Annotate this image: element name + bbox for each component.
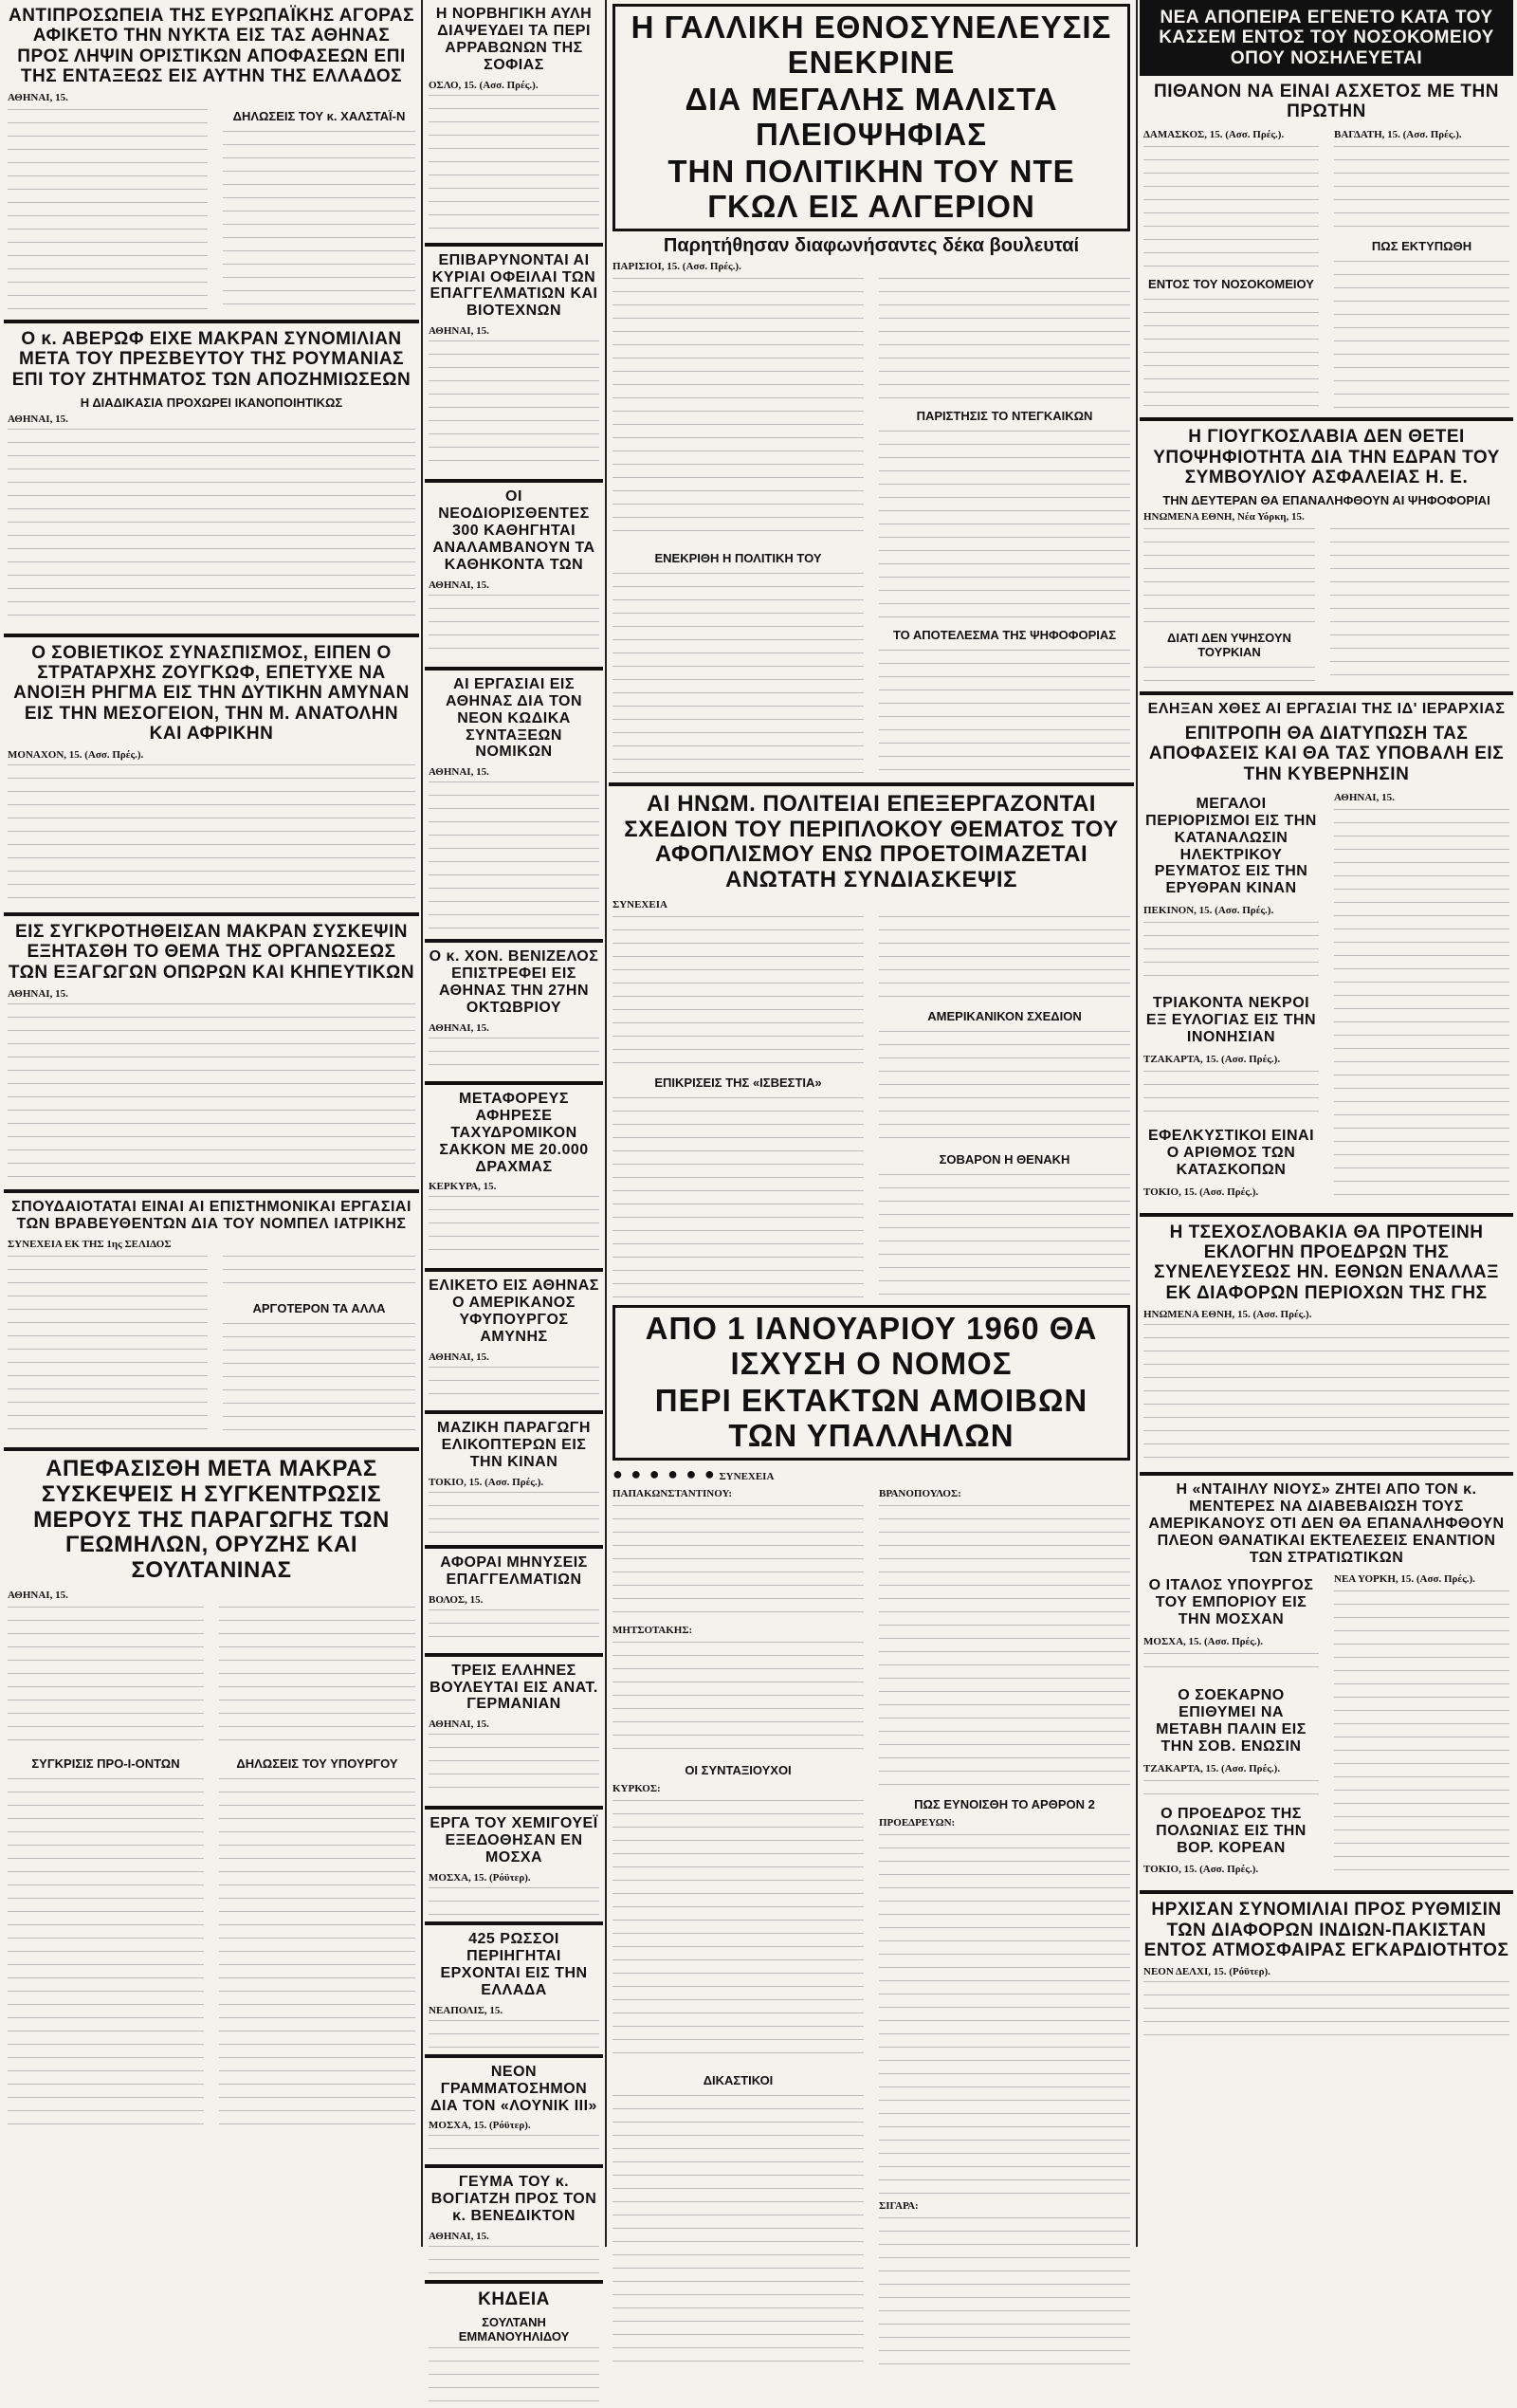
dateline: ΑΘΗΝΑΙ, 15. <box>429 325 489 338</box>
article-text <box>609 274 1134 777</box>
headline-norway-court: Η ΝΟΡΒΗΓΙΚΗ ΑΥΛΗ ΔΙΑΨΕΥΔΕΙ ΤΑ ΠΕΡΙ ΑΡΡΑΒΩΝΩΝ ΤΗΣ ΣΟΦΙΑΣ <box>435 6 593 73</box>
headline-sukarno: Ο ΣΟΕΚΑΡΝΟ ΕΠΙΘΥΜΕΙ ΝΑ ΜΕΤΑΒΗ ΠΑΛΙΝ ΕΙΣ ΤΗΝ ΣΟΒ. ΕΝΩΣΙΝ <box>1156 1686 1307 1755</box>
subheading: ΤΟ ΑΠΟΤΕΛΕΣΜΑ ΤΗΣ ΨΗΦΟΦΟΡΙΑΣ <box>892 627 1117 642</box>
subheading: ΠΩΣ ΕΥΝΟΙΣΘΗ ΤΟ ΑΡΘΡΟΝ 2 <box>914 1797 1095 1812</box>
headline-spies: ΕΦΕΛΚΥΣΤΙΚΟΙ ΕΙΝΑΙ Ο ΑΡΙΘΜΟΣ ΤΩΝ ΚΑΤΑΣΚΟΠΩΝ <box>1147 1128 1315 1178</box>
dateline: ΑΘΗΝΑΙ, 15. <box>8 92 68 104</box>
dateline: ΒΟΛΟΣ, 15. <box>429 1593 484 1606</box>
article-text <box>8 1003 415 1184</box>
dateline: ΔΑΜΑΣΚΟΣ, 15. (Ασσ. Πρές.). <box>1143 129 1285 141</box>
lead-headline-line-3: ΤΗΝ ΠΟΛΙΤΙΚΗΝ ΤΟΥ ΝΤΕ ΓΚΩΛ ΕΙΣ ΑΛΓΕΡΙΟΝ <box>667 153 1075 224</box>
dateline: ΗΝΩΜΕΝΑ ΕΘΝΗ, Νέα Υόρκη, 15. <box>1143 511 1305 524</box>
subheading: ΑΜΕΡΙΚΑΝΙΚΟΝ ΣΧΕΔΙΟΝ <box>927 1009 1082 1024</box>
dateline: ΤΟΚΙΟ, 15. (Ασσ. Πρές.). <box>1143 1186 1259 1198</box>
subheading: ΔΙΑΤΙ ΔΕΝ ΥΨΗΣΟΥΝ ΤΟΥΡΚΙΑΝ <box>1167 631 1291 660</box>
column-2 <box>425 0 603 2408</box>
headline-mps-germany: ΤΡΕΙΣ ΕΛΛΗΝΕΣ ΒΟΥΛΕΥΤΑΙ ΕΙΣ ΑΝΑΤ. ΓΕΡΜΑΝΙΑΝ <box>430 1662 598 1713</box>
lead-headline-box <box>612 4 1130 231</box>
headline-smallpox: ΤΡΙΑΚΟΝΤΑ ΝΕΚΡΟΙ ΕΞ ΕΥΛΟΓΙΑΣ ΕΙΣ ΤΗΝ ΙΝΟΝΗΣΙΑΝ <box>1145 995 1317 1045</box>
subheading: ΣΥΓΚΡΙΣΙΣ ΠΡΟ-Ι-ΟΝΤΩΝ <box>31 1756 180 1772</box>
subheading: ΠΑΡΙΣΤΗΣΙΣ ΤΟ ΝΤΕΓΚΑΙΚΩΝ <box>916 408 1093 423</box>
dateline: ΝΕΑΠΟΛΙΣ, 15. <box>429 2004 503 2016</box>
column-rule <box>421 0 423 2247</box>
subheading: ΔΙΚΑΣΤΙΚΟΙ <box>703 2073 774 2088</box>
headline-russian-tourists: 425 ΡΩΣΣΟΙ ΠΕΡΙΗΓΗΤΑΙ ΕΡΧΟΝΤΑΙ ΕΙΣ ΤΗΝ ΕΛΛΑΔΑ <box>440 1931 588 1998</box>
speaker: ΠΡΟΕΔΡΕΥΩΝ: <box>879 1817 956 1829</box>
subheading: ΠΩΣ ΕΚΤΥΠΩΘΗ <box>1371 239 1472 254</box>
dateline: ΤΖΑΚΑΡΤΑ, 15. (Ασσ. Πρές.). <box>1143 1762 1281 1774</box>
headline-nobel: ΣΠΟΥΔΑΙΟΤΑΤΑΙ ΕΙΝΑΙ ΑΙ ΕΠΙΣΤΗΜΟΝΙΚΑΙ ΕΡΓΑΣΙΑΙ ΤΩΝ ΒΡΑΒΕΥΘΕΝΤΩΝ ΔΙΑ ΤΟΥ ΝΟΜΠΕΛ ΙΑΤΡΙΚΗΣ <box>11 1198 411 1232</box>
headline-dinner: ΓΕΥΜΑ ΤΟΥ κ. ΒΟΓΙΑΤΖΗ ΠΡΟΣ ΤΟΝ κ. ΒΕΝΕΔΙΚΤΟΝ <box>430 2174 597 2225</box>
lead-subheading: Παρητήθησαν διαφωνήσαντες δέκα βουλευταί <box>663 234 1080 256</box>
headline-italian-minister: Ο ΙΤΑΛΟΣ ΥΠΟΥΡΓΟΣ ΤΟΥ ΕΜΠΟΡΙΟΥ ΕΙΣ ΤΗΝ ΜΟΣΧΑΝ <box>1148 1577 1314 1628</box>
headline-debts: ΕΠΙΒΑΡΥΝΟΝΤΑΙ ΑΙ ΚΥΡΙΑΙ ΟΦΕΙΛΑΙ ΤΩΝ ΕΠΑΓΓΕΛΜΑΤΙΩΝ ΚΑΙ ΒΙΟΤΕΧΝΩΝ <box>430 251 598 320</box>
main-column <box>609 0 1134 2373</box>
dateline: ΒΑΓΔΑΤΗ, 15. (Ασσ. Πρές.). <box>1334 129 1462 141</box>
article-text <box>1140 127 1513 412</box>
headline-potatoes-rice: ΑΠΕΦΑΣΙΣΘΗ ΜΕΤΑ ΜΑΚΡΑΣ ΣΥΣΚΕΨΕΙΣ Η ΣΥΓΚΕΝΤΡΩΣΙΣ ΜΕΡΟΥΣ ΤΗΣ ΠΑΡΑΓΩΓΗΣ ΤΩΝ ΓΕΩΜΗΛΩΝ, ΟΡΥΖΗΣ ΚΑΙ ΣΟΥΛΤΑΝΙΝΑΣ <box>33 1455 390 1584</box>
speaker: ΒΡΑΝΟΠΟΥΛΟΣ: <box>879 1488 961 1500</box>
dateline: ΜΟΣΧΑ, 15. (Ασσ. Πρές.). <box>1143 1636 1264 1648</box>
speaker: ΣΙΓΑΡΑ: <box>879 2200 919 2213</box>
subheading: ΔΗΛΩΣΕΙΣ ΤΟΥ ΥΠΟΥΡΓΟΥ <box>236 1756 398 1772</box>
dateline: ΑΘΗΝΑΙ, 15. <box>8 1590 68 1602</box>
column-rule <box>605 0 607 2247</box>
dateline: ΑΘΗΝΑΙ, 15. <box>429 1351 489 1364</box>
headline-teachers: ΟΙ ΝΕΟΔΙΟΡΙΣΘΕΝΤΕΣ 300 ΚΑΘΗΓΗΤΑΙ ΑΝΑΛΑΜΒΑΝΟΥΝ ΤΑ ΚΑΘΗΚΟΝΤΑ ΤΩΝ <box>432 488 595 573</box>
law-headline-line-1: ΑΠΟ 1 ΙΑΝΟΥΑΡΙΟΥ 1960 ΘΑ ΙΣΧΥΣΗ Ο ΝΟΜΟΣ <box>645 1311 1098 1382</box>
article-text <box>609 912 1134 1301</box>
dateline: ΑΘΗΝΑΙ, 15. <box>429 1021 489 1034</box>
headline-eec-delegation: ΑΝΤΙΠΡΟΣΩΠΕΙΑ ΤΗΣ ΕΥΡΩΠΑΪΚΗΣ ΑΓΟΡΑΣ ΑΦΙΚΕΤΟ ΤΗΝ ΝΥΚΤΑ ΕΙΣ ΤΑΣ ΑΘΗΝΑΣ ΠΡΟΣ ΛΗΨΙΝ ΟΡΙΣΤΙΚΩΝ ΑΠΟΦΑΣΕΩΝ ΕΠΙ ΤΗΣ ΕΝΤΑΞΕΩΣ ΕΙΣ ΑΥΤΗΝ ΤΗΣ ΕΛΛΑΔΟΣ <box>8 6 414 86</box>
headline-venizelos: Ο κ. ΧΟΝ. ΒΕΝΙΖΕΛΟΣ ΕΠΙΣΤΡΕΦΕΙ ΕΙΣ ΑΘΗΝΑΣ ΤΗΝ 27ΗΝ ΟΚΤΩΒΡΙΟΥ <box>429 948 599 1017</box>
subheading: ΤΗΝ ΔΕΥΤΕΡΑΝ ΘΑ ΕΠΑΝΑΛΗΦΘΟΥΝ ΑΙ ΨΗΦΟΦΟΡΙΑΙ <box>1162 493 1490 508</box>
headline-lawyers-code: ΑΙ ΕΡΓΑΣΙΑΙ ΕΙΣ ΑΘΗΝΑΣ ΔΙΑ ΤΟΝ ΝΕΟΝ ΚΩΔΙΚΑ ΣΥΝΤΑΞΕΩΝ ΝΟΜΙΚΩΝ <box>445 675 583 761</box>
article-text <box>4 1252 419 1442</box>
headline-disarmament: ΑΙ ΗΝΩΜ. ΠΟΛΙΤΕΙΑΙ ΕΠΕΞΕΡΓΑΖΟΝΤΑΙ ΣΧΕΔΙΟΝ ΤΟΥ ΠΕΡΙΠΛΟΚΟΥ ΘΕΜΑΤΟΣ ΤΟΥ ΑΦΟΠΛΙΣΜΟΥ ΕΝΩ ΠΡΟΕΤΟΙΜΑΖΕΤΑΙ ΑΝΩΤΑΤΗ ΣΥΝΔΙΑΣΚΕΨΙΣ <box>624 790 1119 893</box>
law-headline-box <box>612 1305 1130 1461</box>
headline-kassem-sub: ΠΙΘΑΝΟΝ ΝΑ ΕΙΝΑΙ ΑΣΧΕΤΟΣ ΜΕ ΤΗΝ ΠΡΩΤΗΝ <box>1154 81 1499 122</box>
dateline: ΤΟΚΙΟ, 15. (Ασσ. Πρές.). <box>1143 1864 1259 1876</box>
article-text <box>8 429 415 628</box>
headline-india-pakistan: ΗΡΧΙΣΑΝ ΣΥΝΟΜΙΛΙΑΙ ΠΡΟΣ ΡΥΘΜΙΣΙΝ ΤΩΝ ΔΙΑΦΟΡΩΝ ΙΝΔΙΩΝ-ΠΑΚΙΣΤΑΝ ΕΝΤΟΣ ΑΤΜΟΣΦΑΙΡΑΣ ΕΓΚΑΡΔΙΟΤΗΤΟΣ <box>1143 1900 1509 1960</box>
article-text <box>1140 790 1513 1207</box>
kassem-headline-box <box>1140 0 1513 76</box>
article-text <box>8 764 415 907</box>
subheading: ΑΡΓΟΤΕΡΟΝ ΤΑ ΑΛΛΑ <box>252 1300 386 1315</box>
dateline: ΚΕΡΚΥΡΑ, 15. <box>429 1181 497 1193</box>
subheading: Η ΔΙΑΔΙΚΑΣΙΑ ΠΡΟΧΩΡΕΙ ΙΚΑΝΟΠΟΙΗΤΙΚΩΣ <box>80 395 343 410</box>
dateline: ΤΟΚΙΟ, 15. (Ασσ. Πρές.). <box>429 1476 544 1488</box>
headline-electricity: ΜΕΓΑΛΟΙ ΠΕΡΙΟΡΙΣΜΟΙ ΕΙΣ ΤΗΝ ΚΑΤΑΝΑΛΩΣΙΝ ΗΛΕΚΤΡΙΚΟΥ ΡΕΥΜΑΤΟΣ ΕΙΣ ΤΗΝ ΕΡΥΘΡΑΝ ΚΙΝΑΝ <box>1145 795 1317 897</box>
headline-daily-news: Η «ΝΤΑΙΗΛΥ ΝΙΟΥΣ» ΖΗΤΕΙ ΑΠΟ ΤΟΝ κ. ΜΕΝΤΕΡΕΣ ΝΑ ΔΙΑΒΕΒΑΙΩΣΗ ΤΟΥΣ ΑΜΕΡΙΚΑΝΟΥΣ ΟΤΙ ΔΕΝ ΘΑ ΕΠΑΝΑΛΗΦΘΟΥΝ ΠΛΕΟΝ ΘΑΝΑΤΙΚΑΙ ΕΚΤΕΛΕΣΕΙΣ ΕΝΑΝΤΙΟΝ ΤΩΝ ΣΤΡΑΤΙΩΤΙΚΩΝ <box>1148 1480 1505 1566</box>
subheading: ΕΝΤΟΣ ΤΟΥ ΝΟΣΟΚΟΜΕΙΟΥ <box>1148 277 1314 292</box>
article-text <box>1140 524 1513 686</box>
subheading: ΕΠΙΚΡΙΣΕΙΣ ΤΗΣ «ΙΣΒΕΣΤΙΑ» <box>654 1075 822 1091</box>
article-text <box>4 1603 419 2134</box>
dateline: ΠΑΡΙΣΙΟΙ, 15. (Ασσ. Πρές.). <box>612 260 741 272</box>
dateline: ΜΟΣΧΑ, 15. (Ρόϋτερ). <box>429 2120 531 2132</box>
dateline: ΑΘΗΝΑΙ, 15. <box>429 579 489 591</box>
article-text <box>1140 1572 1513 1884</box>
dateline: ΜΟΣΧΑ, 15. (Ρόϋτερ). <box>429 1872 531 1884</box>
funeral-name: ΣΟΥΛΤΑΝΗ ΕΜΜΑΝΟΥΗΛΙΔΟΥ <box>458 2315 570 2344</box>
speaker: ΜΗΤΣΟΤΑΚΗΣ: <box>612 1625 693 1637</box>
column-rule <box>1136 0 1138 2247</box>
dateline: ΑΘΗΝΑΙ, 15. <box>1334 791 1395 803</box>
dateline: ΑΘΗΝΑΙ, 15. <box>8 413 68 425</box>
bullet-dots: ● ● ● ● ● ● <box>612 1464 717 1484</box>
speaker: ΠΑΠΑΚΩΝΣΤΑΝΤΙΝΟΥ: <box>612 1488 733 1500</box>
headline-kassem: ΝΕΑ ΑΠΟΠΕΙΡΑ ΕΓΕΝΕΤΟ ΚΑΤΑ ΤΟΥ ΚΑΣΣΕΜ ΕΝΤΟΣ ΤΟΥ ΝΟΣΟΚΟΜΕΙΟΥ ΟΠΟΥ ΝΟΣΗΛΕΥΕΤΑΙ <box>1159 8 1494 68</box>
subheading: ΕΝΕΚΡΙΘΗ Η ΠΟΛΙΤΙΚΗ ΤΟΥ <box>654 550 822 565</box>
headline-lawsuits: ΑΦΟΡΑΙ ΜΗΝΥΣΕΙΣ ΕΠΑΓΓΕΛΜΑΤΙΩΝ <box>440 1553 588 1588</box>
subheading: ΟΙ ΣΥΝΤΑΞΙΟΥΧΟΙ <box>685 1763 792 1778</box>
column-5 <box>1140 0 1513 2051</box>
dateline: ΣΥΝΕΧΕΙΑ ΕΚ ΤΗΣ 1ης ΣΕΛΙΔΟΣ <box>8 1238 172 1250</box>
article-text <box>609 1486 1134 2373</box>
headline-yugoslavia: Η ΓΙΟΥΓΚΟΣΛΑΒΙΑ ΔΕΝ ΘΕΤΕΙ ΥΠΟΨΗΦΙΟΤΗΤΑ ΔΙΑ ΤΗΝ ΕΔΡΑΝ ΤΟΥ ΣΥΜΒΟΥΛΙΟΥ ΑΣΦΑΛΕΙΑΣ Η. Ε. <box>1153 427 1500 487</box>
dateline: ΣΥΝΕΧΕΙΑ <box>612 899 667 911</box>
dateline: ΑΘΗΝΑΙ, 15. <box>429 766 489 779</box>
dateline: ΠΕΚΙΝΟΝ, 15. (Ασσ. Πρές.). <box>1143 905 1274 917</box>
dateline-text: ΣΥΝΕΧΕΙΑ <box>719 1471 775 1483</box>
headline-poland-korea: Ο ΠΡΟΕΔΡΟΣ ΤΗΣ ΠΟΛΩΝΙΑΣ ΕΙΣ ΤΗΝ ΒΟΡ. ΚΟΡΕΑΝ <box>1156 1805 1307 1856</box>
dateline: ΑΘΗΝΑΙ, 15. <box>429 1719 489 1731</box>
subheading: ΣΟΒΑΡΟΝ Η ΘΕΝΑΚΗ <box>939 1152 1070 1167</box>
headline-hierarchy-sub: ΕΠΙΤΡΟΠΗ ΘΑ ΔΙΑΤΥΠΩΣΗ ΤΑΣ ΑΠΟΦΑΣΕΙΣ ΚΑΙ ΘΑ ΤΑΣ ΥΠΟΒΑΛΗ ΕΙΣ ΤΗΝ ΚΥΒΕΡΝΗΣΙΝ <box>1148 724 1505 784</box>
speaker: ΚΥΡΚΟΣ: <box>612 1783 661 1795</box>
headline-us-defense: ΕΛΙΚΕΤΟ ΕΙΣ ΑΘΗΝΑΣ Ο ΑΜΕΡΙΚΑΝΟΣ ΥΦΥΠΟΥΡΓΟΣ ΑΜΥΝΗΣ <box>429 1278 599 1346</box>
dateline: ΤΖΑΚΑΡΤΑ, 15. (Ασσ. Πρές.). <box>1143 1053 1281 1065</box>
lead-headline-line-2: ΔΙΑ ΜΕΓΑΛΗΣ ΜΑΛΙΣΤΑ ΠΛΕΙΟΨΗΦΙΑΣ <box>685 81 1058 152</box>
headline-czechoslovakia: Η ΤΣΕΧΟΣΛΟΒΑΚΙΑ ΘΑ ΠΡΟΤΕΙΝΗ ΕΚΛΟΓΗΝ ΠΡΟΕΔΡΩΝ ΤΗΣ ΣΥΝΕΛΕΥΣΕΩΣ ΗΝ. ΕΘΝΩΝ ΕΝΑΛΛΑΞ ΕΚ ΔΙΑΦΟΡΩΝ ΠΕΡΙΟΧΩΝ ΤΗΣ ΓΗΣ <box>1154 1222 1499 1303</box>
headline-zhukov: Ο ΣΟΒΙΕΤΙΚΟΣ ΣΥΝΑΣΠΙΣΜΟΣ, ΕΙΠΕΝ Ο ΣΤΡΑΤΑΡΧΗΣ ΖΟΥΓΚΩΦ, ΕΠΕΤΥΧΕ ΝΑ ΑΝΟΙΞΗ ΡΗΓΜΑ ΕΙΣ ΤΗΝ ΔΥΤΙΚΗΝ ΑΜΥΝΑΝ ΕΙΣ ΤΗΝ ΜΕΣΟΓΕΙΟΝ, ΤΗΝ Μ. ΑΝΑΤΟΛΗΝ ΚΑΙ ΑΦΡΙΚΗΝ <box>13 642 410 744</box>
lead-headline-line-1: Η ΓΑΛΛΙΚΗ ΕΘΝΟΣΥΝΕΛΕΥΣΙΣ ΕΝΕΚΡΙΝΕ <box>631 9 1112 80</box>
headline-funeral: ΚΗΔΕΙΑ <box>478 2289 550 2310</box>
article-text <box>4 105 419 314</box>
dateline: ΑΘΗΝΑΙ, 15. <box>429 2231 489 2243</box>
column-1 <box>4 0 419 2134</box>
dateline: ΜΟΝΑΧΟΝ, 15. (Ασσ. Πρές.). <box>8 749 144 762</box>
headline-hierarchy: ΕΛΗΞΑΝ ΧΘΕΣ ΑΙ ΕΡΓΑΣΙΑΙ ΤΗΣ ΙΔ' ΙΕΡΑΡΧΙΑΣ <box>1147 701 1506 718</box>
dateline: ΑΘΗΝΑΙ, 15. <box>8 987 68 1000</box>
headline-hemingway: ΕΡΓΑ ΤΟΥ ΧΕΜΙΓΟΥΕΪ ΕΞΕΔΟΘΗΣΑΝ ΕΝ ΜΟΣΧΑ <box>430 1815 598 1866</box>
headline-fruit-exports: ΕΙΣ ΣΥΓΚΡΟΤΗΘΕΙΣΑΝ ΜΑΚΡΑΝ ΣΥΣΚΕΨΙΝ ΕΞΗΤΑΣΘΗ ΤΟ ΘΕΜΑ ΤΗΣ ΟΡΓΑΝΩΣΕΩΣ ΤΩΝ ΕΞΑΓΩΓΩΝ ΟΠΩΡΩΝ ΚΑΙ ΚΗΠΕΥΤΙΚΩΝ <box>8 922 415 983</box>
dateline: ΝΕΑ ΥΟΡΚΗ, 15. (Ασσ. Πρές.). <box>1334 1573 1475 1586</box>
dateline: ΝΕΟΝ ΔΕΛΧΙ, 15. (Ρόϋτερ). <box>1143 1966 1270 1978</box>
headline-averof-romania: Ο κ. ΑΒΕΡΩΦ ΕΙΧΕ ΜΑΚΡΑΝ ΣΥΝΟΜΙΛΙΑΝ ΜΕΤΑ ΤΟΥ ΠΡΕΣΒΕΥΤΟΥ ΤΗΣ ΡΟΥΜΑΝΙΑΣ ΕΠΙ ΤΟΥ ΖΗΤΗΜΑΤΟΣ ΤΩΝ ΑΠΟΖΗΜΙΩΣΕΩΝ <box>11 329 411 390</box>
dateline: ΟΣΛΟ, 15. (Ασσ. Πρές.). <box>429 79 539 91</box>
dateline: ΗΝΩΜΕΝΑ ΕΘΝΗ, 15. (Ασσ. Πρές.). <box>1143 1308 1312 1320</box>
subheading: ΔΗΛΩΣΕΙΣ ΤΟΥ κ. ΧΑΛΣΤΑΪ-Ν <box>232 109 406 124</box>
headline-stamp: ΝΕΟΝ ΓΡΑΜΜΑΤΟΣΗΜΟΝ ΔΙΑ ΤΟΝ «ΛΟΥΝΙΚ ΙΙΙ» <box>430 2063 597 2114</box>
headline-postal-sack: ΜΕΤΑΦΟΡΕΥΣ ΑΦΗΡΕΣΕ ΤΑΧΥΔΡΟΜΙΚΟΝ ΣΑΚΚΟΝ ΜΕ 20.000 ΔΡΑΧΜΑΣ <box>439 1090 589 1175</box>
dateline <box>612 1464 1130 1484</box>
law-headline-line-2: ΠΕΡΙ ΕΚΤΑΚΤΩΝ ΑΜΟΙΒΩΝ ΤΩΝ ΥΠΑΛΛΗΛΩΝ <box>654 1383 1088 1454</box>
headline-helicopters: ΜΑΖΙΚΗ ΠΑΡΑΓΩΓΗ ΕΛΙΚΟΠΤΕΡΩΝ ΕΙΣ ΤΗΝ ΚΙΝΑΝ <box>437 1420 591 1470</box>
